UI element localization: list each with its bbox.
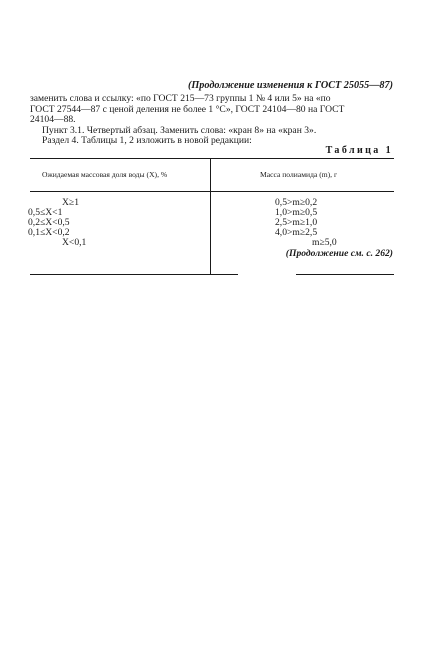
table-column-divider	[210, 158, 211, 275]
paragraph-replace-reference	[30, 94, 396, 126]
row-left-cell: X<0,1	[62, 237, 87, 248]
row-left-cell: 0,5≤X<1	[28, 207, 63, 218]
bottom-rule-right	[296, 274, 394, 275]
row-right-cell: 1,0>m≥0,5	[275, 207, 318, 218]
table-top-rule	[30, 158, 394, 159]
paragraph-clause-3-1: Пункт 3.1. Четвертый абзац. Заменить слова: «кран 8» на «кран 3».	[42, 125, 317, 136]
row-right-cell: m≥5,0	[312, 237, 337, 248]
header-water-fraction: Ожидаемая массовая доля воды (X), %	[42, 170, 168, 179]
row-right-cell: 4,0>m≥2,5	[275, 227, 318, 238]
row-left-cell: X≥1	[62, 197, 79, 208]
paragraph-line: 24104—88.	[30, 114, 76, 126]
header-polyamide-mass: Масса полиамида (m), г	[260, 170, 338, 179]
table-header-rule	[30, 191, 394, 192]
continuation-header: (Продолжение изменения к ГОСТ 25055—87)	[187, 80, 393, 91]
continuation-footer: (Продолжение см. с. 262)	[285, 248, 393, 259]
row-left-cell: 0,2≤X<0,5	[28, 217, 70, 228]
row-right-cell: 2,5>m≥1,0	[275, 217, 318, 228]
paragraph-line: ГОСТ 27544—87 с ценой деления не более 1 °С», ГОСТ 24104—80 на ГОСТ	[30, 103, 345, 115]
bottom-rule-left	[30, 274, 238, 275]
table-title: Таблица 1	[325, 145, 393, 156]
row-right-cell: 0,5>m≥0,2	[275, 197, 318, 208]
row-left-cell: 0,1≤X<0,2	[28, 227, 70, 238]
paragraph-line: заменить слова и ссылку: «по ГОСТ 215—73 группы 1 № 4 или 5» на «по	[30, 93, 331, 104]
paragraph-section-4: Раздел 4. Таблицы 1, 2 изложить в новой редакции:	[42, 135, 252, 146]
